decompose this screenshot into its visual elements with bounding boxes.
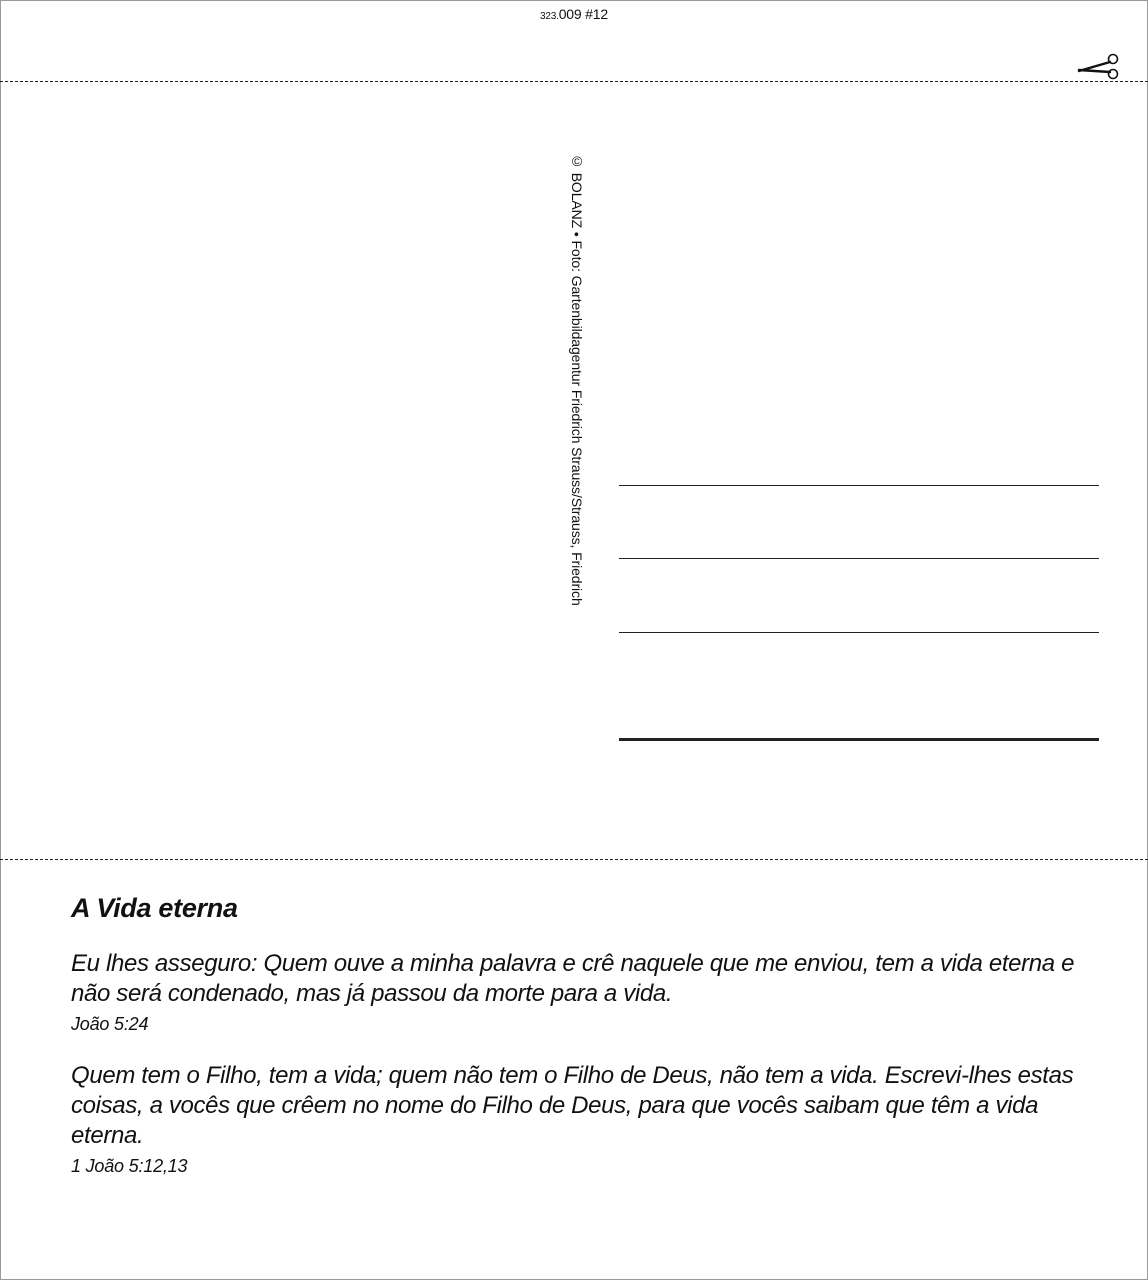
page-title: A Vida eterna xyxy=(71,893,238,923)
verse-reference-2: 1 João 5:12,13 xyxy=(71,1156,188,1176)
address-line-1 xyxy=(619,485,1099,486)
product-code-prefix: 323. xyxy=(540,11,559,22)
address-line-2 xyxy=(619,558,1099,559)
verse-text-1: Eu lhes asseguro: Quem ouve a minha palavra e crê naquele que me enviou, tem a vida eterna e não será condenado, mas já passou da morte para a vida. xyxy=(71,950,1075,1007)
product-code-number: 009 #12 xyxy=(558,6,608,22)
address-line-4 xyxy=(619,738,1099,741)
scissors-icon xyxy=(1076,52,1120,84)
product-code xyxy=(0,6,1148,22)
cut-line-top xyxy=(0,81,1148,82)
address-line-3 xyxy=(619,632,1099,633)
verse-reference-1: João 5:24 xyxy=(71,1014,149,1034)
cut-line-bottom xyxy=(0,859,1148,860)
verse-text-2: Quem tem o Filho, tem a vida; quem não tem o Filho de Deus, não tem a vida. Escrevi-lhes estas coisas, a vocês que crêem no nome do Filho de Deus, para que vocês saibam que têm a vida eterna. xyxy=(71,1062,1074,1149)
photo-credit: © BOLANZ • Foto: Gartenbildagentur Friedrich Strauss/Strauss, Friedrich xyxy=(569,153,585,606)
